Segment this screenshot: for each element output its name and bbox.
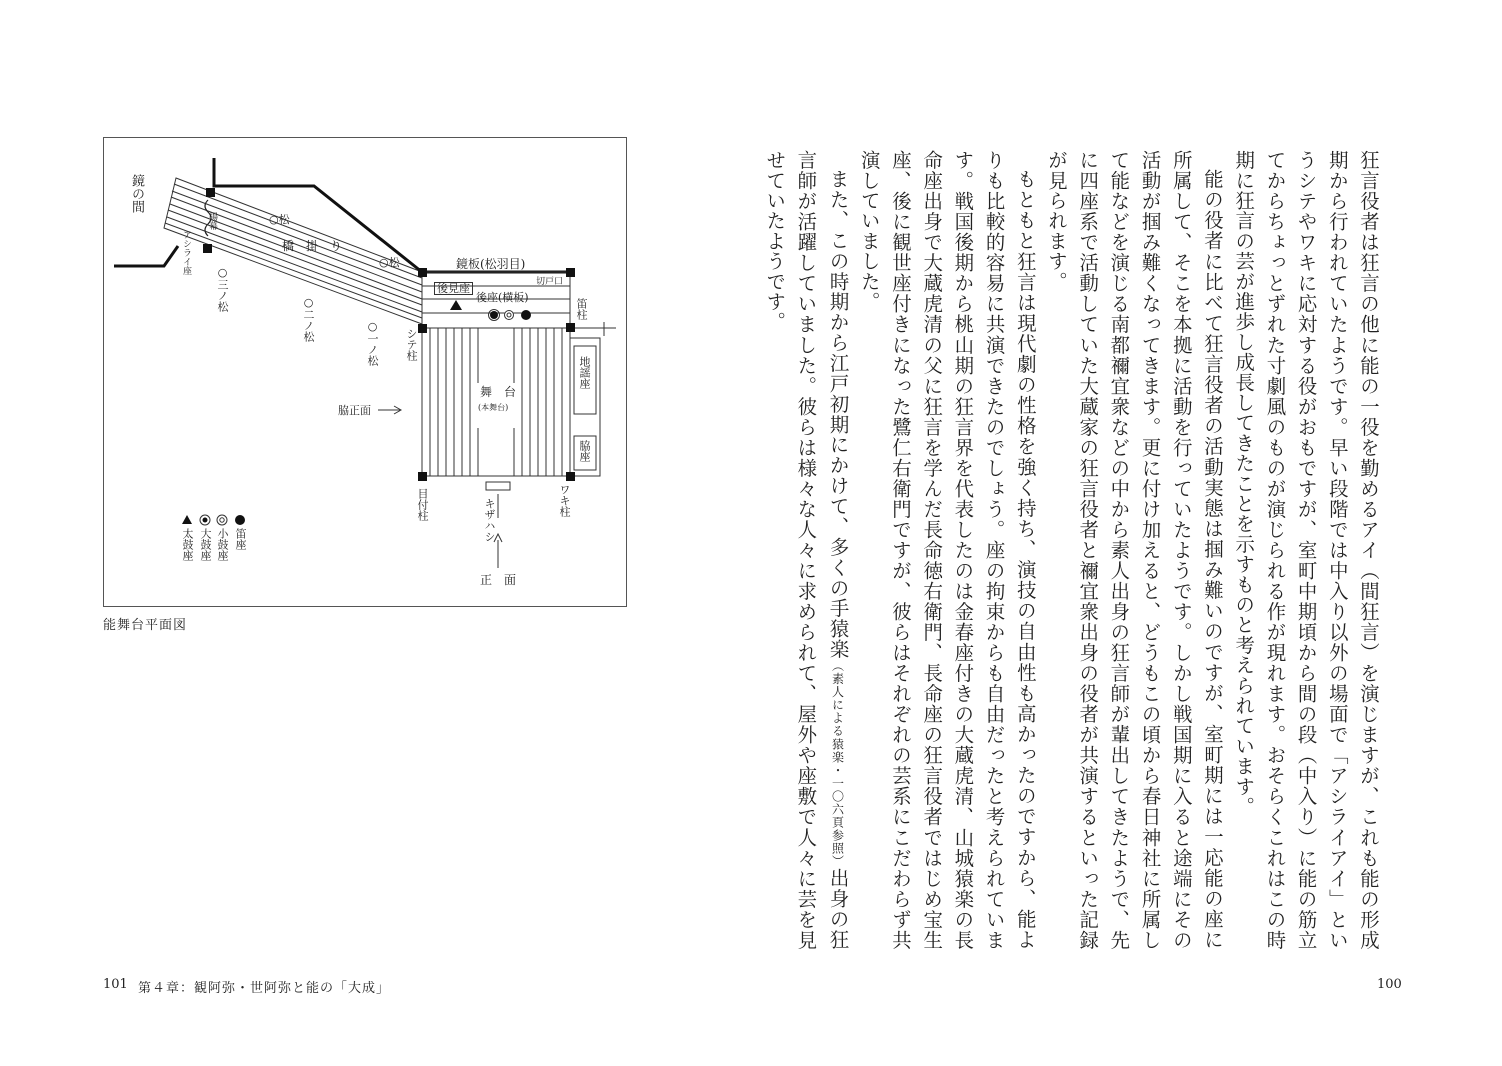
label-sannomatsu: ○三ノ松 (216, 266, 229, 312)
label-kirido: 切戸口 (536, 277, 564, 287)
page-number-right: 100 (1377, 977, 1402, 992)
label-matsu-2: ○松 (379, 256, 400, 269)
label-kagami-no-ma: 鏡の間 (129, 174, 144, 213)
noh-stage-plan-figure (103, 137, 627, 607)
paragraph-4-note: （素人による猿楽・一〇六頁参照） (830, 659, 845, 869)
paragraph-1: 狂言役者は狂言の他に能の一役を勤めるアイ（間狂言）を演じますが、これも能の形成期から行われていたようです。早い段階では中入り以外の場面で「アシライアイ」というシテやワキに応対する役がおもですが、室町中期頃から間の段（中入り）に能の筋立てからちょっとずれた寸劇風のものが演じられる作が現れます。おそらくこれはこの時期に狂言の芸が進歩し成長してきたことを示すものと考えられています。 (1232, 150, 1380, 950)
label-shitebashira: シテ柱 (405, 328, 418, 361)
legend-marks (182, 515, 245, 525)
label-ichinomatsu: ○一ノ松 (366, 320, 379, 366)
legend-otsuzumi: 大鼓座 (199, 528, 212, 561)
legend-fue: 笛座 (234, 528, 247, 550)
waki-shomen-arrow (378, 406, 401, 414)
label-kizahashi: キザハシ (483, 498, 496, 542)
chapter-title: 第４章：観阿弥・世阿弥と能の「大成」 (138, 981, 391, 996)
label-koken-za: 後見座 (434, 282, 473, 295)
paragraph-3: もともと狂言は現代劇の性格を強く持ち、演技の自由性も高かったのですから、能よりも比較的容易に共演できたのでしょう。座の拘束からも自由だったと考えられています。戦国後期から桃山期の狂言界を代表したのは金春座付きの大蔵虎清、山城猿楽の長命座出身で大蔵虎清の父に狂言を学んだ長命徳右衛門、長命座の狂言役者ではじめ宝生座、後に観世座付きになった鷺仁右衛門ですが、彼らはそれぞれの芸系にこだわらず共演していました。 (857, 150, 1037, 950)
label-atoza: 後座(横板) (476, 291, 529, 304)
legend-taiko: 太鼓座 (181, 528, 194, 561)
page-number-left: 101 (103, 977, 128, 992)
label-waki-shomen: 脇正面 (338, 404, 371, 417)
label-hon-butai: (本舞台) (478, 403, 509, 412)
label-metsuke-bashira: 目付柱 (416, 488, 429, 521)
main-stage-planks (422, 328, 570, 476)
right-page (751, 0, 1502, 1066)
label-butai: 舞 台 (480, 385, 517, 399)
paragraph-4-a: また、この時期から江戸初期にかけて、多くの手猿楽 (826, 169, 850, 660)
label-fuebashira: 笛柱 (575, 298, 588, 320)
label-hashigakari: 橋 掛 り (282, 239, 343, 253)
paragraph-2: 能の役者に比べて狂言役者の活動実態は掴み難いのですが、室町期には一応能の座に所属して、そこを本拠に活動を行っていたようです。しかし戦国期に入ると途端にその活動が掴み難くなってきます。更に付け加えると、どうもこの頃から春日神社に所属して能などを演じる南都禰宜衆などの中から素人出身の狂言師が輩出してきたようで、先に四座系で活動していた大蔵家の狂言役者と禰宜衆出身の役者が共演するといった記録が見られます。 (1044, 150, 1224, 950)
label-ashirai-za: アシライ座 (181, 230, 191, 275)
label-waki-za: 脇座 (578, 440, 591, 462)
label-wakibashira: ワキ柱 (558, 484, 571, 517)
label-shomen: 正 面 (480, 573, 517, 587)
label-kagami-ita: 鏡板(松羽目) (456, 257, 526, 271)
label-agemaku: 揚幕 (207, 212, 217, 230)
figure-caption: 能舞台平面図 (103, 618, 188, 633)
label-ninomatsu: ○二ノ松 (302, 296, 315, 342)
legend-kotsuzumi: 小鼓座 (216, 528, 229, 561)
label-matsu-1: ○松 (269, 213, 290, 226)
paragraph-4-b: 出身の狂言師が活躍していました。彼らは様々な人々に求められて、屋外や座敷で人々に芸を見せていたようです。 (763, 150, 850, 950)
paragraph-4 (759, 150, 854, 950)
body-text (763, 150, 1384, 950)
label-jiutai-za: 地謡座 (578, 356, 591, 389)
